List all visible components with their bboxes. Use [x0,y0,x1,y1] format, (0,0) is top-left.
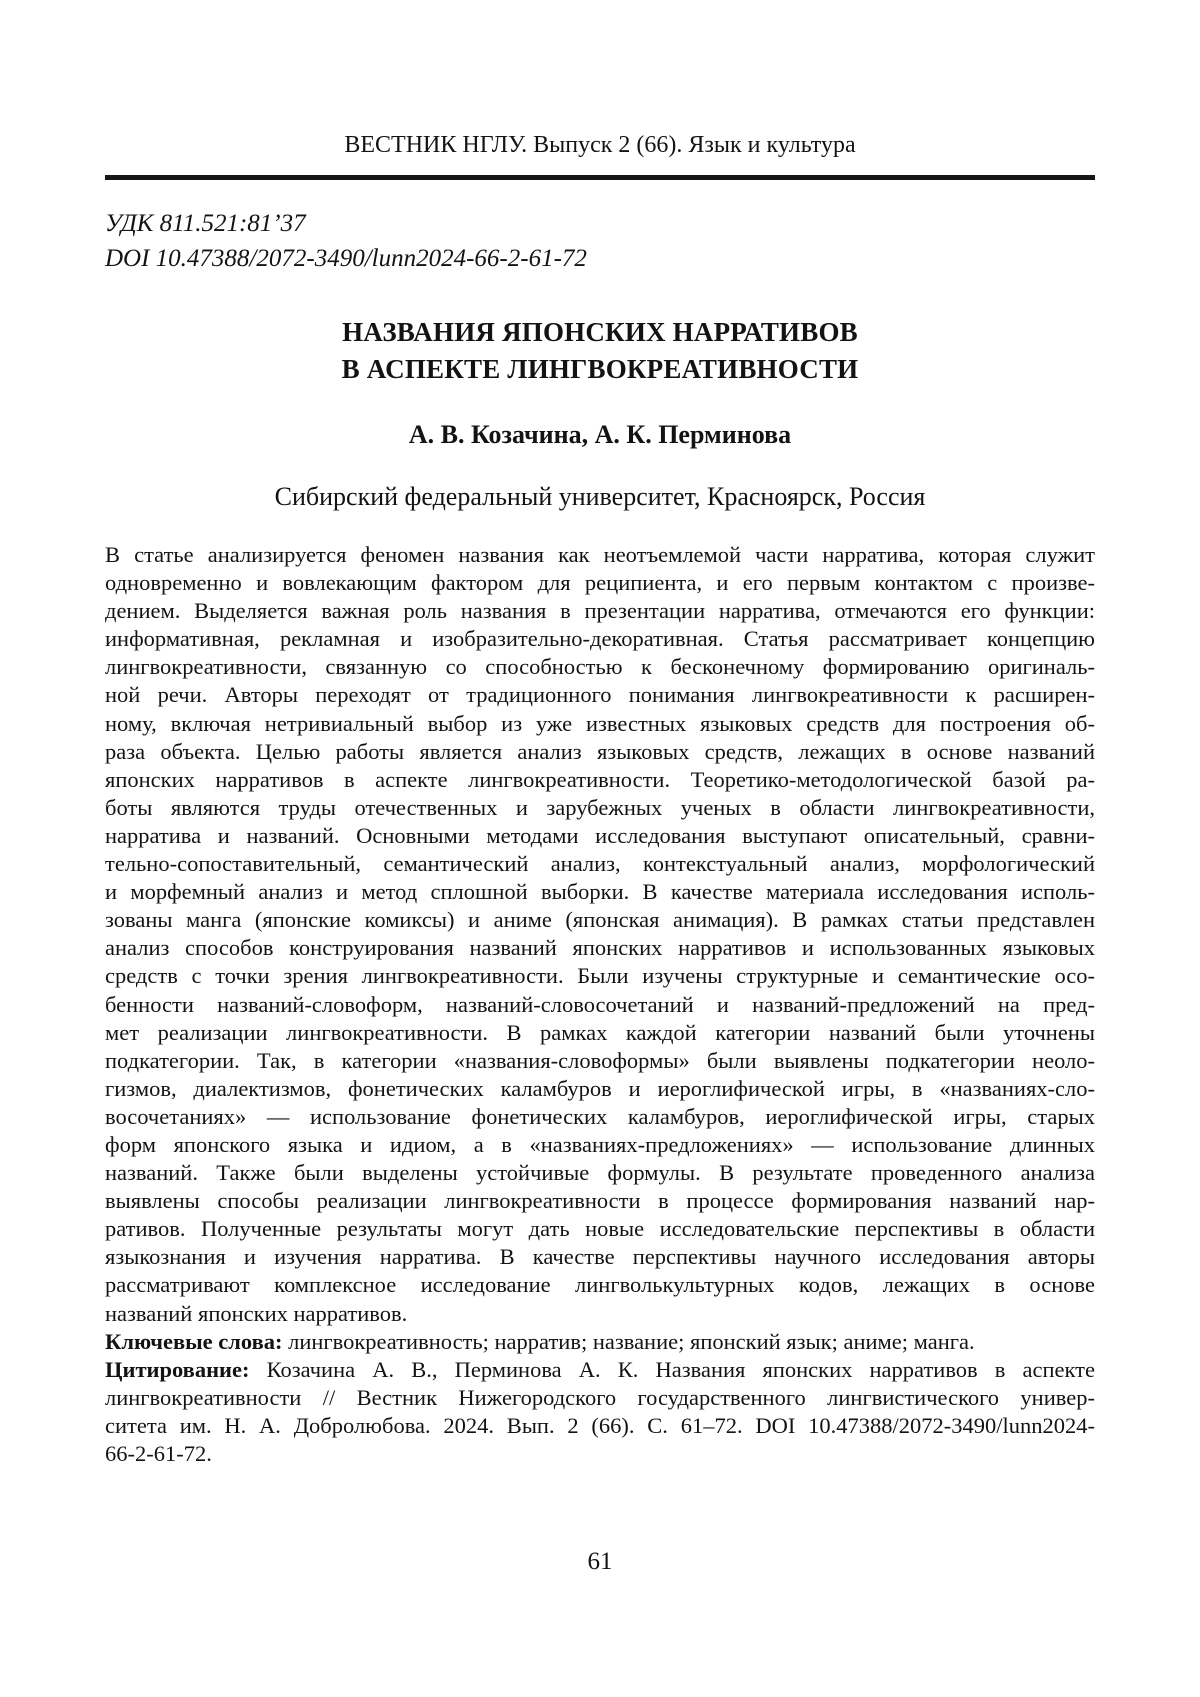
header-rule [105,175,1095,180]
abstract-line: японских нарративов в аспекте лингвокреативности. Теоретико-методологической базой ра- [105,766,1095,792]
abstract-line: и морфемный анализ и метод сплошной выборки. В качестве материала исследования исполь- [105,879,1095,905]
abstract-line: нарратива и названий. Основными методами исследования выступают описательный, сравни- [105,822,1095,848]
citation-label: Цитирование: [105,1356,250,1382]
article-title-line1: НАЗВАНИЯ ЯПОНСКИХ НАРРАТИВОВ [342,317,858,347]
abstract-line: боты являются труды отечественных и зарубежных ученых в области лингвокреативности, [105,794,1095,820]
abstract-line: зованы манга (японские комиксы) и аниме (японская анимация). В рамках статьи представлен [105,907,1095,933]
abstract-line: форм японского языка и идиом, а в «названиях-предложениях» — использование длинных [105,1131,1095,1157]
abstract-line: выявлены способы реализации лингвокреативности в процессе формирования названий нар- [105,1188,1095,1214]
citation [105,1356,1095,1468]
page-number: 61 [587,1548,613,1576]
running-head: ВЕСТНИК НГЛУ. Выпуск 2 (66). Язык и культура [344,132,856,158]
abstract-line: бенности названий-словоформ, названий-словосочетаний и названий-предложений на пред- [105,991,1095,1017]
abstract-line: рассматривают комплексное исследование лингволькультурных кодов, лежащих в основе [105,1272,1095,1298]
abstract-line: дением. Выделяется важная роль названия в презентации нарратива, отмечаются его функции: [105,598,1095,624]
abstract-line: В статье анализируется феномен названия как неотъемлемой части нарратива, которая служит [105,542,1095,567]
udc-number: УДК 811.521:81’37 [105,210,306,237]
abstract-line: ративов. Полученные результаты могут дать новые исследовательские перспективы в области [105,1216,1095,1242]
abstract-line: названий японских нарративов. [105,1300,408,1326]
keywords-label: Ключевые слова: [105,1328,283,1354]
affiliation: Сибирский федеральный университет, Красноярск, Россия [274,482,926,511]
abstract-line: информативная, рекламная и изобразительно-декоративная. Статья рассматривает концепцию [105,626,1095,652]
abstract-line: языкознания и изучения нарратива. В качестве перспективы научного исследования авторы [105,1244,1095,1270]
abstract-line: гизмов, диалектизмов, фонетических каламбуров и иероглифической игры, в «названиях-сло- [105,1075,1095,1101]
article-meta [105,206,1095,276]
abstract-line: восочетаниях» — использование фонетических каламбуров, иероглифической игры, старых [105,1103,1095,1129]
keywords-text: лингвокреативность; нарратив; название; японский язык; аниме; манга. [282,1328,975,1354]
abstract-line: раза объекта. Целью работы является анализ языковых средств, лежащих в основе названий [105,738,1095,764]
abstract-line: лингвокреативности, связанную со способностью к бесконечному формированию оригиналь- [105,654,1095,680]
authors: А. В. Козачина, А. К. Перминова [408,420,792,449]
keywords-line [105,1328,1095,1356]
article-title [105,314,1095,388]
doi-number: DOI 10.47388/2072-3490/lunn2024-66-2-61-72 [105,245,587,272]
abstract-line: ной речи. Авторы переходят от традиционного понимания лингвокреативности к расширен- [105,682,1095,708]
citation-line: Цитирование: Козачина А. В., Перминова А. К. Названия японских нарративов в аспекте [105,1356,1095,1382]
citation-line: 66-2-61-72. [105,1441,212,1466]
abstract-line: анализ способов конструирования названий японских нарративов и использованных языковых [105,935,1095,961]
citation-line: лингвокреативности // Вестник Нижегородского государственного лингвистического универ- [105,1384,1095,1410]
abstract-line: названий. Также были выделены устойчивые формулы. В результате проведенного анализа [105,1160,1095,1186]
abstract-line: одновременно и вовлекающим фактором для реципиента, и его первым контактом с произве- [105,570,1095,596]
abstract-line: мет реализации лингвокреативности. В рамках каждой категории названий были уточнены [105,1019,1095,1045]
abstract-line: тельно-сопоставительный, семантический анализ, контекстуальный анализ, морфологический [105,851,1095,877]
citation-line: ситета им. Н. А. Добролюбова. 2024. Вып. 2 (66). С. 61–72. DOI 10.47388/2072-3490/lunn2024- [105,1412,1095,1438]
abstract-line: подкатегории. Так, в категории «названия-словоформы» были выявлены подкатегории неоло- [105,1047,1095,1073]
article-title-line2: В АСПЕКТЕ ЛИНГВОКРЕАТИВНОСТИ [341,354,859,384]
abstract [105,541,1095,1328]
abstract-line: средств с точки зрения лингвокреативности. Были изучены структурные и семантические осо- [105,963,1095,989]
abstract-line: ному, включая нетривиальный выбор из уже известных языковых средств для построения об- [105,710,1095,736]
